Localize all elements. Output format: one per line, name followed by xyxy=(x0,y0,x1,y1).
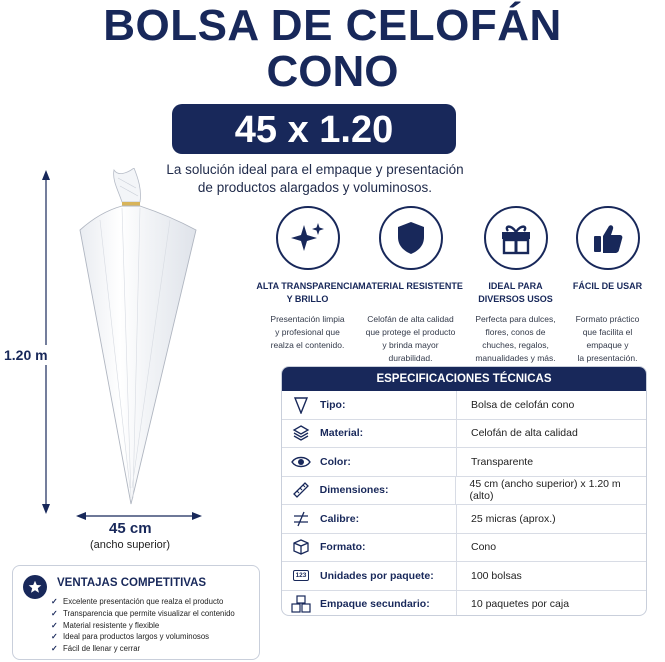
list-item xyxy=(51,608,235,620)
feature-easy-use xyxy=(555,206,660,365)
feature-title: FÁCIL DE USAR xyxy=(572,281,643,291)
specs-body xyxy=(282,391,646,616)
feature-title: ALTA TRANSPARENCIA xyxy=(256,281,359,291)
subtitle-line2: de productos alargados y voluminosos. xyxy=(197,180,433,195)
box-icon xyxy=(282,538,320,556)
feature-desc: que facilita el xyxy=(582,327,633,337)
advantage-text: Ideal para productos largos y voluminosos xyxy=(63,632,210,642)
spec-value: Bolsa de celofán cono xyxy=(471,398,575,411)
product-title-line2: CONO xyxy=(266,47,399,96)
eye-icon xyxy=(282,455,320,469)
spec-label: Material: xyxy=(320,420,457,448)
feature-desc: Formato práctico xyxy=(575,314,640,324)
table-row xyxy=(282,504,646,533)
feature-desc: Presentación limpia xyxy=(270,314,345,324)
list-item xyxy=(51,643,235,655)
spec-label: Dimensiones: xyxy=(320,477,456,505)
check-icon: ✓ xyxy=(51,620,58,630)
table-row xyxy=(282,561,646,590)
cone-icon xyxy=(282,396,320,414)
check-icon: ✓ xyxy=(51,597,58,606)
table-row xyxy=(282,419,646,448)
specs-table xyxy=(281,366,647,616)
feature-transparency xyxy=(255,206,360,352)
table-row xyxy=(282,533,646,562)
thickness-icon xyxy=(282,511,320,527)
gift-icon xyxy=(484,206,548,270)
spec-value: 100 bolsas xyxy=(471,569,522,582)
list-item xyxy=(51,620,235,632)
feature-desc: que protege el producto xyxy=(365,327,456,337)
spec-label: Empaque secundario: xyxy=(320,591,457,617)
spec-value: 45 cm (ancho superior) x 1.20 m (alto) xyxy=(469,478,621,503)
check-icon: ✓ xyxy=(51,644,58,654)
sparkles-icon xyxy=(276,206,340,270)
spec-value: 25 micras (aprox.) xyxy=(471,512,556,525)
cone-bag-illustration xyxy=(30,168,210,528)
feature-desc: flores, conos de xyxy=(485,327,546,337)
table-row xyxy=(282,447,646,476)
width-label: 45 cm xyxy=(109,520,152,537)
spec-value: Celofán de alta calidad xyxy=(471,427,578,440)
spec-label: Unidades por paquete: xyxy=(320,562,457,590)
spec-label: Color: xyxy=(320,448,457,476)
advantages-box xyxy=(12,565,260,660)
feature-title: IDEAL PARA xyxy=(488,281,543,291)
feature-desc: empaque y xyxy=(586,340,629,350)
feature-resistant xyxy=(358,206,463,365)
check-icon: ✓ xyxy=(51,608,58,618)
advantage-text: Material resistente y flexible xyxy=(63,620,160,630)
advantage-text: Transparencia que permite visualizar el contenido xyxy=(63,608,235,618)
number-123-icon-text: 123 xyxy=(293,570,310,581)
spec-label: Calibre: xyxy=(320,505,457,533)
advantages-title: VENTAJAS COMPETITIVAS xyxy=(57,577,207,589)
feature-desc: y profesional que xyxy=(275,327,340,337)
feature-title: Y BRILLO xyxy=(286,294,329,304)
advantage-text: Excelente presentación que realza el producto xyxy=(63,597,224,606)
specs-header: ESPECIFICACIONES TÉCNICAS xyxy=(282,367,646,391)
table-row xyxy=(282,391,646,419)
feature-diverse-uses xyxy=(463,206,568,365)
size-banner: 45 x 1.20 xyxy=(172,104,456,154)
thumbs-up-icon xyxy=(576,206,640,270)
ruler-icon xyxy=(282,481,320,499)
spec-value: Transparente xyxy=(471,455,534,468)
table-row xyxy=(282,590,646,617)
feature-desc: chuches, regalos, xyxy=(482,340,549,350)
feature-desc: Perfecta para dulces, xyxy=(475,314,556,324)
height-label: 1.20 m xyxy=(4,347,48,363)
spec-value: Cono xyxy=(471,541,497,554)
table-row xyxy=(282,476,646,505)
spec-value: 10 paquetes por caja xyxy=(471,598,570,611)
spec-label: Formato: xyxy=(320,534,457,562)
star-icon xyxy=(23,575,47,599)
shield-icon xyxy=(379,206,443,270)
feature-title: DIVERSOS USOS xyxy=(478,294,553,304)
feature-desc: la presentación. xyxy=(577,353,638,363)
boxes-icon xyxy=(282,595,320,613)
advantages-list xyxy=(51,596,235,655)
number-123-icon xyxy=(282,570,320,581)
feature-desc: manualidades y más. xyxy=(475,353,556,363)
subtitle-line1: La solución ideal para el empaque y presentación xyxy=(166,162,464,177)
feature-title: MATERIAL RESISTENTE xyxy=(358,281,463,291)
check-icon: ✓ xyxy=(51,632,58,642)
feature-desc: y brinda mayor xyxy=(382,340,439,350)
feature-desc: realza el contenido. xyxy=(270,340,345,350)
feature-desc: Celofán de alta calidad xyxy=(367,314,454,324)
layers-icon xyxy=(282,424,320,442)
product-title-line1: BOLSA DE CELOFÁN xyxy=(103,1,562,50)
advantage-text: Fácil de llenar y cerrar xyxy=(63,644,141,654)
list-item xyxy=(51,631,235,643)
list-item xyxy=(51,596,235,608)
width-sublabel: (ancho superior) xyxy=(90,539,171,551)
feature-desc: durabilidad. xyxy=(388,353,433,363)
spec-label: Tipo: xyxy=(320,391,457,419)
